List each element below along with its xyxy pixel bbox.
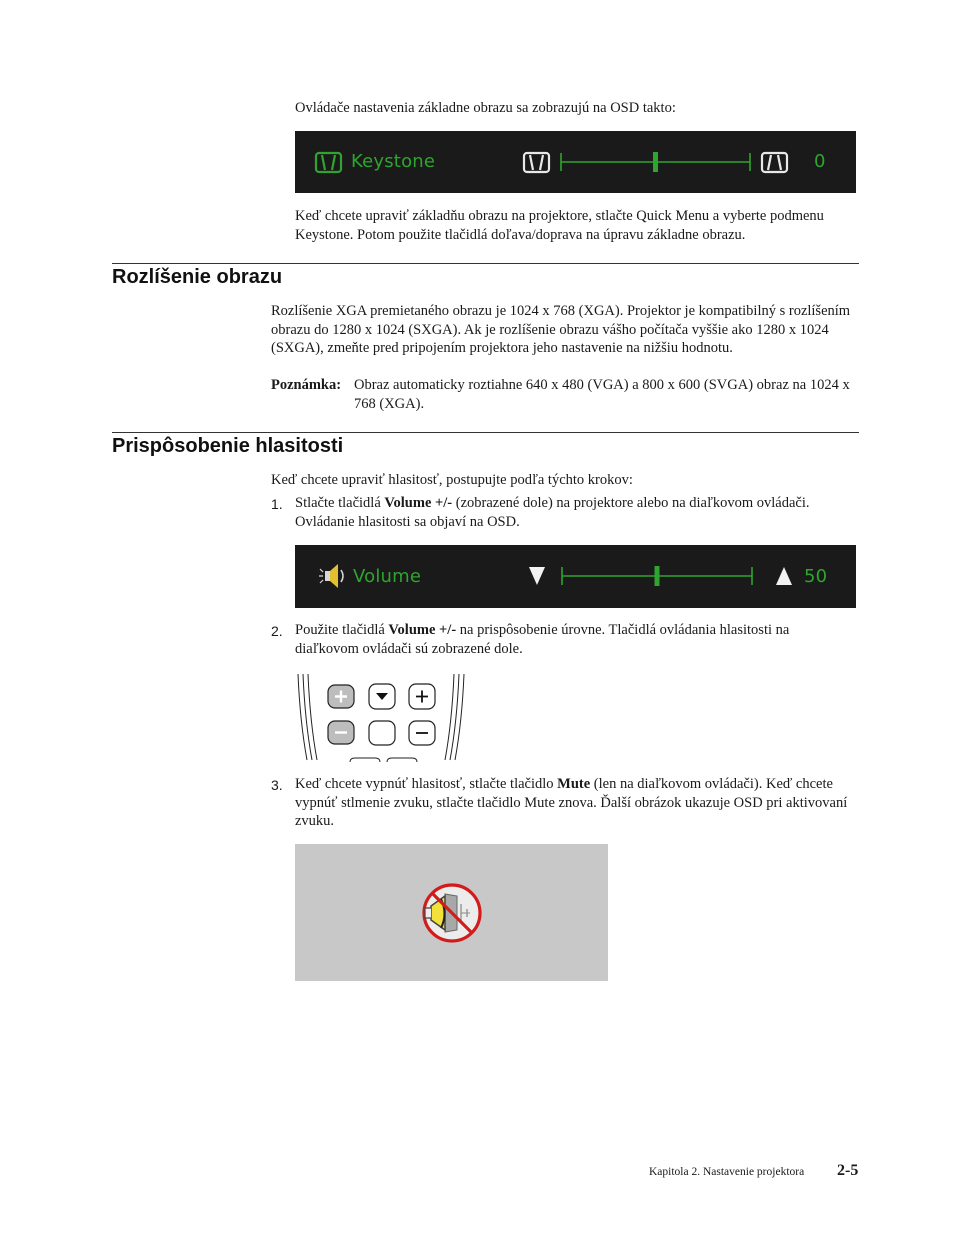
speaker-icon — [319, 564, 343, 588]
keystone-slider-thumb — [653, 152, 658, 172]
step-1-text: Stlačte tlačidlá Volume +/- (zobrazené dole) na projektore alebo na diaľkovom ovládači. Ovládanie hlasitosti sa objaví na OSD. — [295, 495, 810, 530]
resolution-paragraph: Rozlíšenie XGA premietaného obrazu je 1024 x 768 (XGA). Projektor je kompatibilný s rozlíšením obrazu do 1280 x 1024 (SXGA). Ak je rozlíšenie obrazu vášho počítača vyššie ako 1280 x 1024 (SXGA), zmeňte pred pripojením projektora jeho nastavenie na nižšiu hodnotu. — [271, 303, 851, 356]
mute-speaker-icon — [424, 885, 480, 941]
section-divider — [112, 432, 859, 433]
keystone-icon — [316, 153, 341, 172]
remote-control-illustration — [295, 672, 467, 762]
step-number: 3. — [271, 777, 283, 793]
volume-osd-bar — [295, 545, 856, 608]
volume-intro: Keď chcete upraviť hlasitosť, postupujte podľa týchto krokov: — [271, 472, 633, 488]
remote-volume-plus-button[interactable] — [328, 685, 354, 708]
step-number: 1. — [271, 496, 283, 512]
keystone-instructions: Keď chcete upraviť základňu obrazu na projektore, stlačte Quick Menu a vyberte podmenu Keystone. Potom použite tlačidlá doľava/doprava na úpravu základne obrazu. — [295, 208, 824, 243]
keystone-value: 0 — [814, 151, 826, 172]
section-divider — [112, 263, 859, 264]
note-text: Obraz automaticky roztiahne 640 x 480 (VGA) a 800 x 600 (SVGA) obraz na 1024 x 768 (XGA). — [354, 377, 850, 412]
intro-text: Ovládače nastavenia základne obrazu sa zobrazujú na OSD takto: — [295, 100, 676, 116]
keystone-osd-bar — [295, 131, 856, 193]
volume-value: 50 — [804, 566, 828, 587]
volume-label: Volume — [353, 566, 422, 587]
step-2-text: Použite tlačidlá Volume +/- na prispôsobenie úrovne. Tlačidlá ovládania hlasitosti na diaľkovom ovládači sú zobrazené dole. — [295, 622, 790, 657]
section-title-resolution: Rozlíšenie obrazu — [112, 266, 283, 288]
remote-down-button[interactable] — [369, 684, 395, 709]
triangle-up-icon — [776, 567, 792, 585]
volume-slider-thumb — [655, 566, 660, 586]
triangle-down-icon — [529, 567, 545, 585]
section-title-volume: Prispôsobenie hlasitosti — [112, 435, 344, 457]
note-label: Poznámka: — [271, 377, 342, 393]
step-3-text: Keď chcete vypnúť hlasitosť, stlačte tlačidlo Mute (len na diaľkovom ovládači). Keď chcete vypnúť stlmenie zvuku, stlačte tlačidlo Mute znova. Ďalší obrázok ukazuje OSD pri aktivovaní zvuku. — [295, 776, 848, 829]
remote-minus-button[interactable] — [409, 721, 435, 745]
keystone-narrow-bottom-icon — [762, 153, 787, 172]
remote-blank-button[interactable] — [369, 721, 395, 745]
keystone-label: Keystone — [351, 151, 436, 172]
footer-chapter: Kapitola 2. Nastavenie projektora — [649, 1166, 805, 1178]
mute-osd-panel — [295, 844, 608, 981]
remote-volume-minus-button[interactable] — [328, 721, 354, 744]
page-number: 2-5 — [837, 1162, 859, 1179]
remote-plus-button[interactable] — [409, 684, 435, 709]
keystone-narrow-top-icon — [524, 153, 549, 172]
step-number: 2. — [271, 623, 283, 639]
